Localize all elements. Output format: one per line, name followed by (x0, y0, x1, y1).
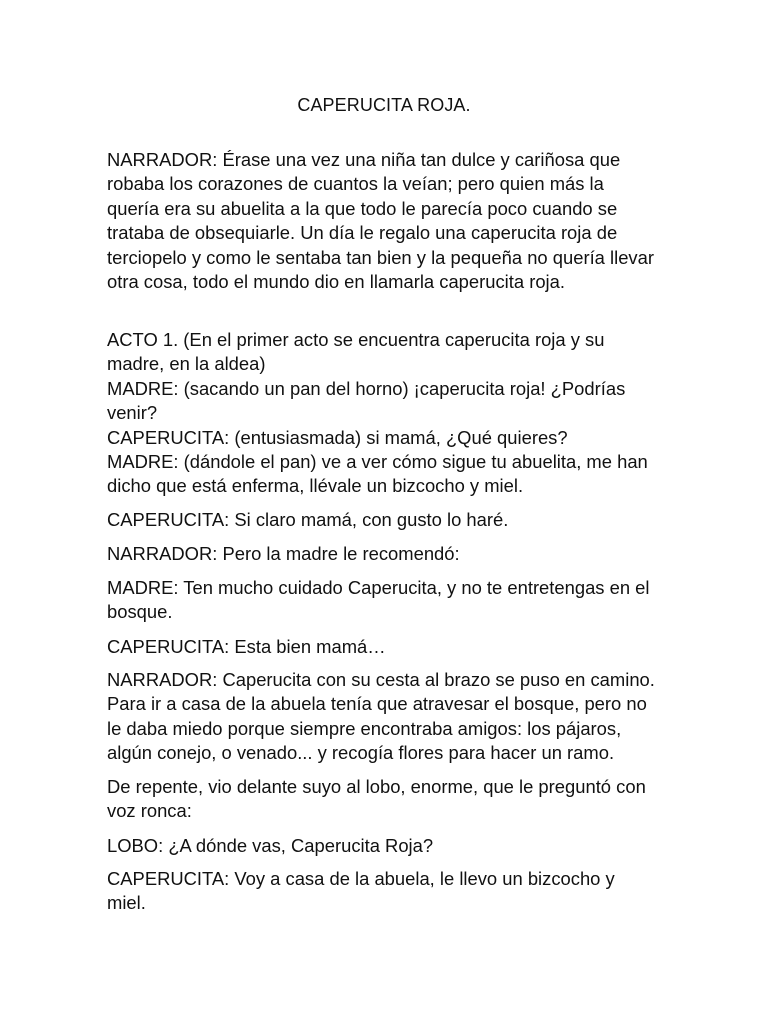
text-line: dicho que está enferma, llévale un bizcocho y miel. (107, 475, 524, 497)
text-line: CAPERUCITA: Si claro mamá, con gusto lo haré. (107, 509, 509, 530)
text-line: venir? (107, 402, 158, 424)
text-line: MADRE: (dándole el pan) ve a ver cómo sigue tu abuelita, me han (107, 451, 648, 473)
paragraph-lobo-pregunta (107, 834, 667, 858)
text-line: madre, en la aldea) (107, 353, 266, 375)
text-line: NARRADOR: Caperucita con su cesta al brazo se puso en camino. (107, 669, 655, 690)
text-line: robaba los corazones de cuantos la veían; pero quien más la (107, 173, 604, 195)
text-line: miel. (107, 892, 146, 914)
text-line: bosque. (107, 601, 173, 623)
text-line: trataba de obsequiarle. Un día le regalo una caperucita roja de (107, 222, 618, 244)
paragraph-narrador-camino (107, 668, 667, 766)
text-line: otra cosa, todo el mundo dio en llamarla caperucita roja. (107, 271, 565, 293)
paragraph-narrador-intro (107, 148, 667, 294)
paragraph-madre-cuidado (107, 576, 667, 625)
text-line: MADRE: (sacando un pan del horno) ¡caperucita roja! ¿Podrías (107, 377, 626, 399)
text-line: CAPERUCITA: Voy a casa de la abuela, le llevo un bizcocho y (107, 868, 615, 889)
page-title: CAPERUCITA ROJA. (297, 95, 471, 115)
paragraph-acto-1 (107, 328, 667, 499)
paragraph-caperucita-abuela (107, 867, 667, 916)
text-line: MADRE: Ten mucho cuidado Caperucita, y no te entretengas en el (107, 577, 650, 598)
text-line: De repente, vio delante suyo al lobo, enorme, que le preguntó con (107, 776, 646, 797)
paragraph-lobo-aparece (107, 775, 667, 824)
text-line: CAPERUCITA: (entusiasmada) si mamá, ¿Qué quieres? (107, 426, 568, 448)
text-line: CAPERUCITA: Esta bien mamá… (107, 636, 386, 657)
text-line: terciopelo y como le sentaba tan bien y la pequeña no quería llevar (107, 246, 654, 268)
paragraph-narrador-recomendo (107, 542, 667, 566)
text-line: quería era su abuelita a la que todo le parecía poco cuando se (107, 197, 618, 219)
text-line: LOBO: ¿A dónde vas, Caperucita Roja? (107, 835, 434, 856)
text-line: NARRADOR: Pero la madre le recomendó: (107, 543, 460, 564)
paragraph-caperucita-reply (107, 508, 667, 532)
paragraph-caperucita-bien (107, 635, 667, 659)
text-line: voz ronca: (107, 800, 192, 822)
text-line: ACTO 1. (En el primer acto se encuentra caperucita roja y su (107, 329, 605, 350)
text-line: le daba miedo porque siempre encontraba amigos: los pájaros, (107, 717, 622, 739)
text-line: NARRADOR: Érase una vez una niña tan dulce y cariñosa que (107, 149, 621, 170)
text-line: algún conejo, o venado... y recogía flores para hacer un ramo. (107, 742, 615, 764)
text-line: Para ir a casa de la abuela tenía que atravesar el bosque, pero no (107, 693, 647, 715)
